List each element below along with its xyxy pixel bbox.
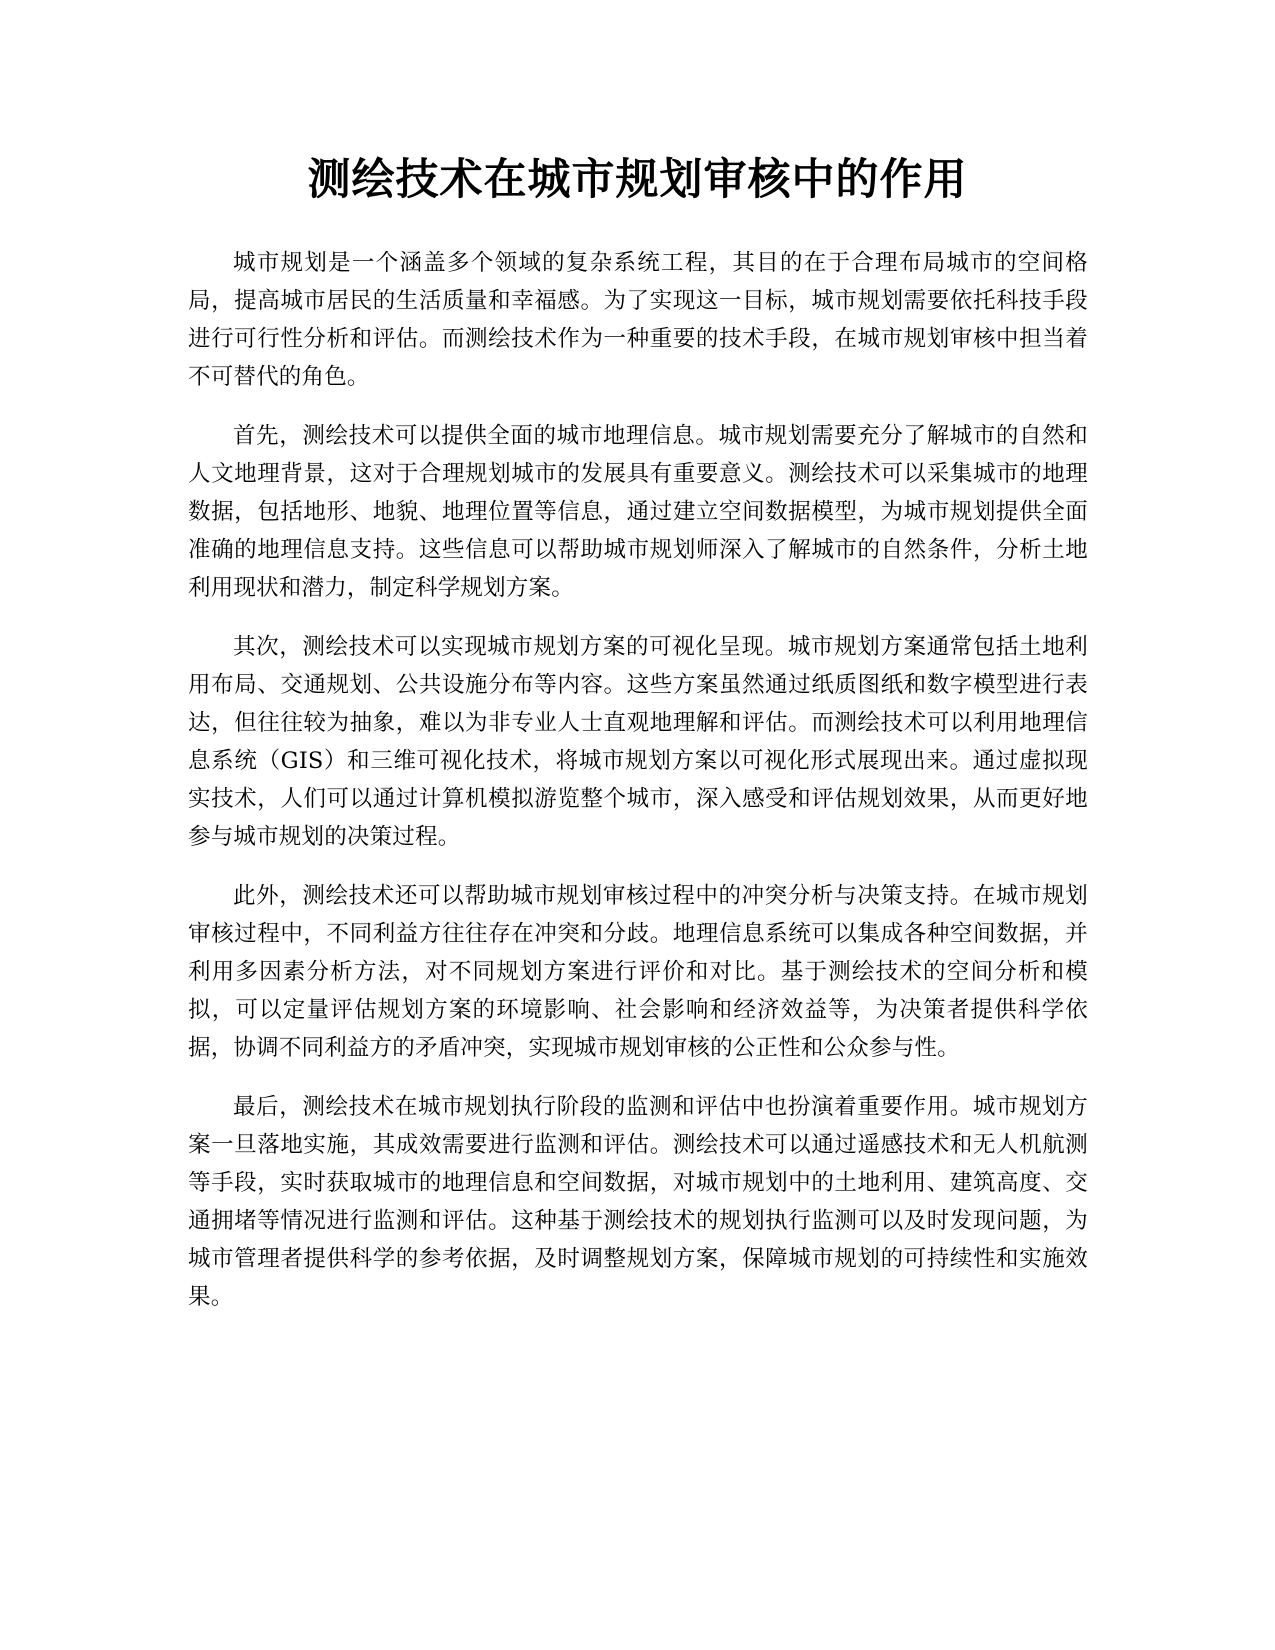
paragraph-monitoring: 最后，测绘技术在城市规划执行阶段的监测和评估中也扮演着重要作用。城市规划方案一旦落地实施，其成效需要进行监测和评估。测绘技术可以通过遥感技术和无人机航测等手段，实时获取城市的地理信息和空间数据，对城市规划中的土地利用、建筑高度、交通拥堵等情况进行监测和评估。这种基于测绘技术的规划执行监测可以及时发现问题，为城市管理者提供科学的参考依据，及时调整规划方案，保障城市规划的可持续性和实施效果。 <box>188 1094 1088 1310</box>
paragraph-conflict-analysis: 此外，测绘技术还可以帮助城市规划审核过程中的冲突分析与决策支持。在城市规划审核过程中，不同利益方往往存在冲突和分歧。地理信息系统可以集成各种空间数据，并利用多因素分析方法，对不同规划方案进行评价和对比。基于测绘技术的空间分析和模拟，可以定量评估规划方案的环境影响、社会影响和经济效益等，为决策者提供科学依据，协调不同利益方的矛盾冲突，实现城市规划审核的公正性和公众参与性。 <box>188 883 1088 1061</box>
document-body <box>188 244 1088 1337</box>
paragraph-intro: 城市规划是一个涵盖多个领域的复杂系统工程，其目的在于合理布局城市的空间格局，提高城市居民的生活质量和幸福感。为了实现这一目标，城市规划需要依托科技手段进行可行性分析和评估。而测绘技术作为一种重要的技术手段，在城市规划审核中担当着不可替代的角色。 <box>188 250 1088 390</box>
document-title: 测绘技术在城市规划审核中的作用 <box>307 155 968 205</box>
paragraph-geographic-info: 首先，测绘技术可以提供全面的城市地理信息。城市规划需要充分了解城市的自然和人文地理背景，这对于合理规划城市的发展具有重要意义。测绘技术可以采集城市的地理数据，包括地形、地貌、地理位置等信息，通过建立空间数据模型，为城市规划提供全面准确的地理信息支持。这些信息可以帮助城市规划师深入了解城市的自然条件，分析土地利用现状和潜力，制定科学规划方案。 <box>188 423 1088 601</box>
paragraph-visualization: 其次，测绘技术可以实现城市规划方案的可视化呈现。城市规划方案通常包括土地利用布局、交通规划、公共设施分布等内容。这些方案虽然通过纸质图纸和数字模型进行表达，但往往较为抽象，难以为非专业人士直观地理解和评估。而测绘技术可以利用地理信息系统（GIS）和三维可视化技术，将城市规划方案以可视化形式展现出来。通过虚拟现实技术，人们可以通过计算机模拟游览整个城市，深入感受和评估规划效果，从而更好地参与城市规划的决策过程。 <box>188 634 1088 850</box>
